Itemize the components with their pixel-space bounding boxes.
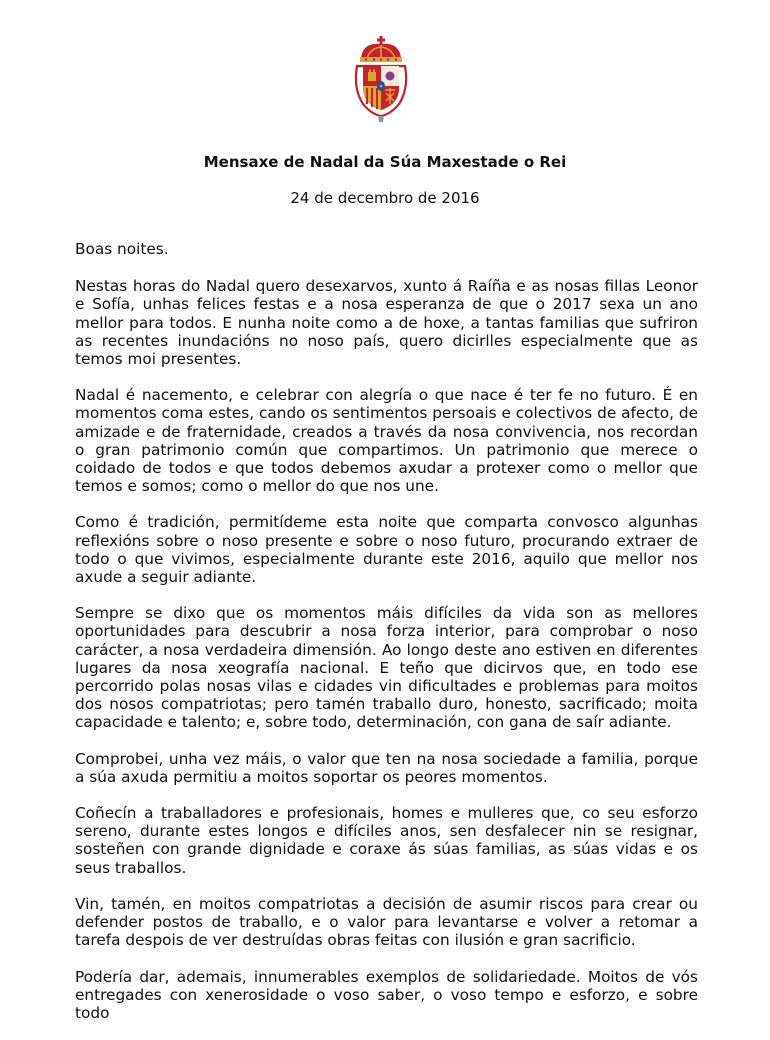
greeting-paragraph: Boas noites.: [75, 240, 169, 258]
body-paragraph: Coñecín a traballadores e profesionais, homes e mulleres que, co seu esforzo sereno, durante estes longos e difíciles anos, sen desfalecer nin se resignar, sosteñen con grande dignidade e coraxe ás súas familias, as súas vidas e os seus traballos.: [75, 804, 698, 877]
body-paragraph: Podería dar, ademais, innumerables exemplos de solidariedade. Moitos de vós entregades con xenerosidade o voso saber, o voso tempo e esforzo, e sobre todo: [75, 967, 698, 1022]
body-paragraph: Vin, tamén, en moitos compatriotas a decisión de asumir riscos para crear ou defender postos de traballo, e o valor para levantarse e volver a retomar a tarefa despois de ver destruídas obras feitas con ilusión e gran sacrificio.: [75, 894, 698, 950]
body-paragraph: Nadal é nacemento, e celebrar con alegría o que nace é ter fe no futuro. É en momentos coma estes, cando os sentimentos persoais e colectivos de afecto, de amizade e de fraternidade, creados a través da nosa convivencia, nos recordan o gran patrimonio común que compartimos. Un patrimonio que merece o coidado de todos e que todos debemos axudar a protexer como o mellor que temos e somos; como o mellor do que nos une.: [75, 386, 698, 496]
body-paragraph: Sempre se dixo que os momentos máis difíciles da vida son as mellores oportunidades para descubrir a nosa forza interior, para comprobar o noso carácter, a nosa verdadeira dimensión. Ao longo deste ano estiven en diferentes lugares da nosa xeografía nacional. E teño que dicirvos que, en todo ese percorrido polas nosas vilas e cidades vin dificultades e problemas para moitos dos nosos compatriotas; pero tamén traballo duro, honesto, sacrificado; moita capacidade e talento; e, sobre todo, determinación, con gana de saír adiante.: [75, 604, 698, 732]
royal-crest-icon: [349, 36, 413, 124]
body-paragraph: Comprobei, unha vez máis, o valor que ten na nosa sociedade a familia, porque a súa axuda permitiu a moitos soportar os peores momentos.: [75, 749, 698, 786]
body-paragraph: Nestas horas do Nadal quero desexarvos, xunto á Raíña e as nosas fillas Leonor e Sofía, unhas felices festas e a nosa esperanza de que o 2017 sexa un ano mellor para todos. E nunha noite como a de hoxe, a tantas familias que sufriron as recentes inundacións no noso país, quero dicirlles especialmente que as temos moi presentes.: [75, 277, 698, 369]
document-body: [75, 240, 698, 1040]
body-paragraph: Como é tradición, permitídeme esta noite que comparta convosco algunhas reflexións sobre o noso presente e sobre o noso futuro, procurando extraer de todo o que vivimos, especialmente durante este 2016, aquilo que mellor nos axude a seguir adiante.: [75, 513, 698, 587]
document-title: Mensaxe de Nadal da Súa Maxestade o Rei: [203, 153, 567, 171]
document-date: 24 de decembro de 2016: [290, 189, 480, 207]
